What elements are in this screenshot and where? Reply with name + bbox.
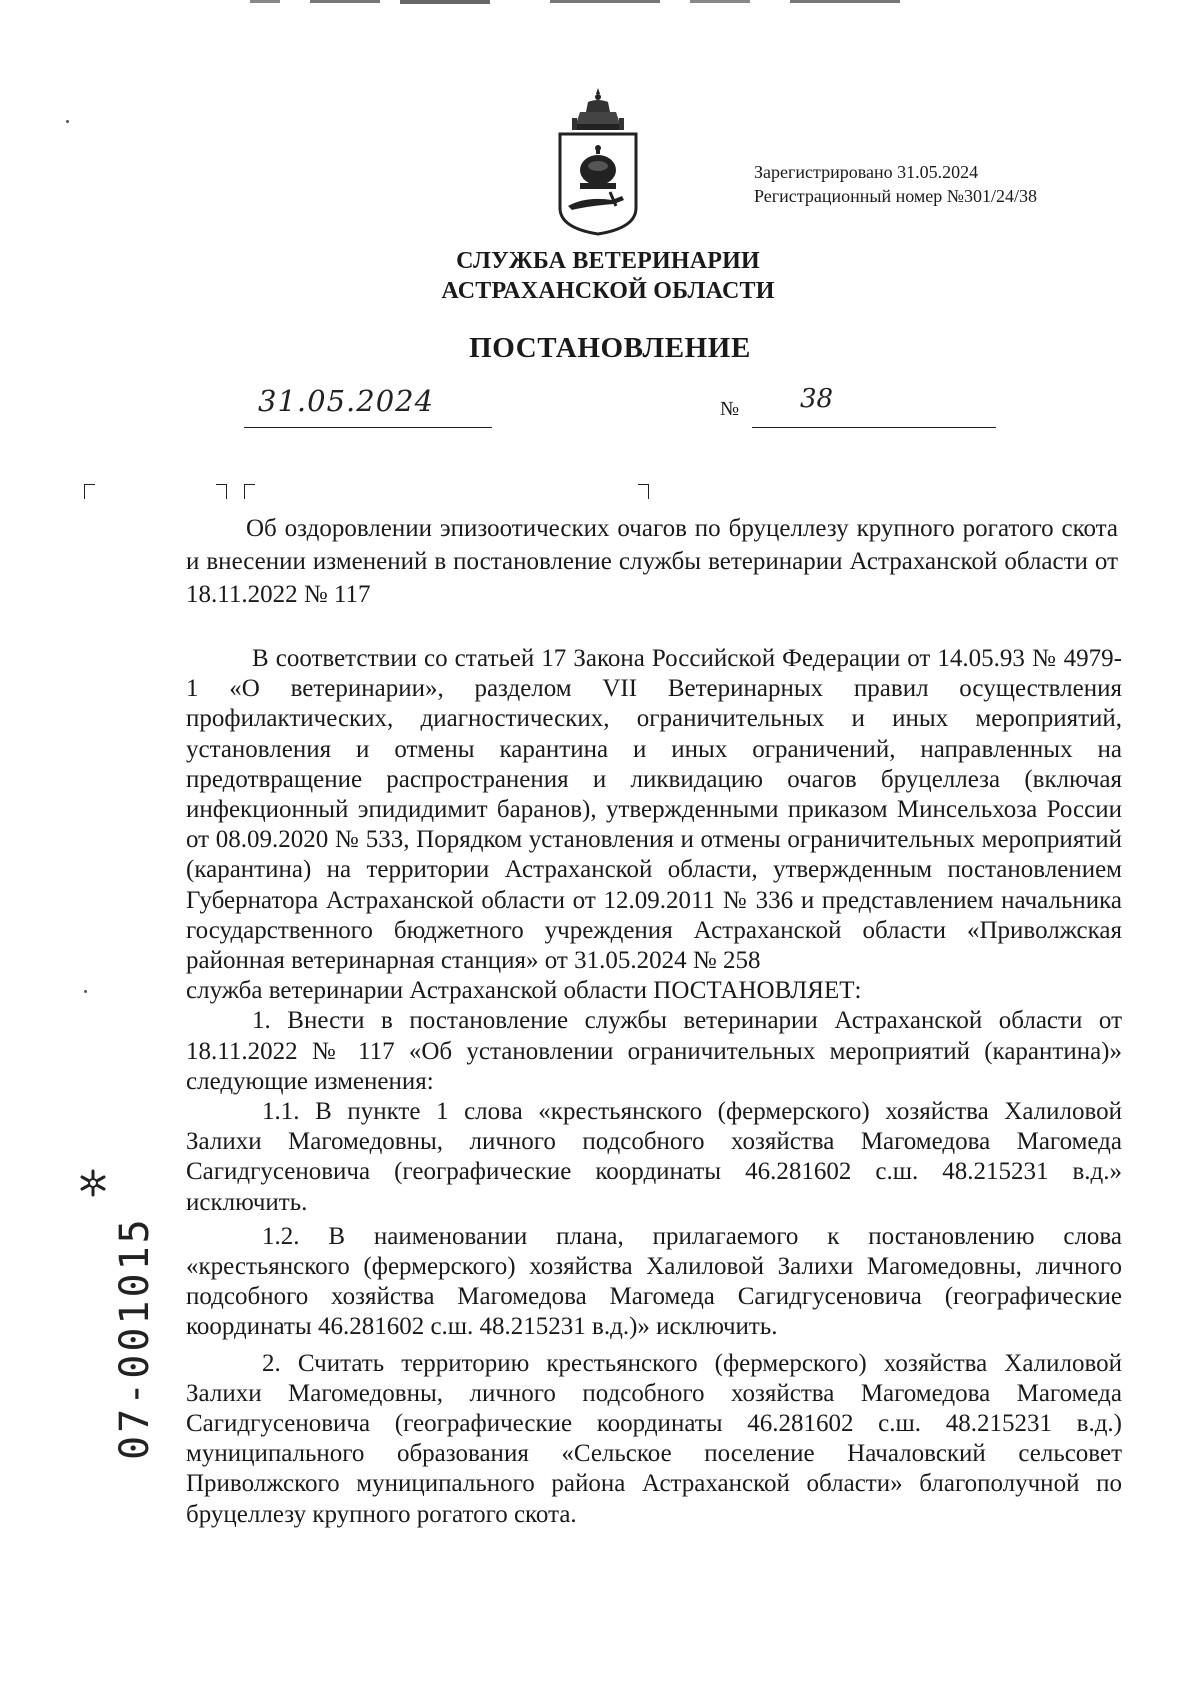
document-title <box>186 512 1118 611</box>
item-1: 1. Внести в постановление службы ветеринарии Астраханской области от 18.11.2022 № 117 «Об установлении ограничительных мероприятий (карантина)» следующие изменения: <box>186 1007 1122 1095</box>
item-1-1: 1.1. В пункте 1 слова «крестьянского (фермерского) хозяйства Халиловой Залихи Магомедовны, личного подсобного хозяйства Магомедова Магомеда Сагидгусеновича (географические координаты 46.281602 с.ш. 48.215231 в.д.» исключить. <box>186 1098 1122 1216</box>
scan-speck <box>84 990 87 993</box>
corner-bracket <box>216 484 227 499</box>
coat-of-arms-emblem <box>550 88 646 236</box>
title-text: Об оздоровлении эпизоотических очагов по бруцеллезу крупного рогатого скота и внесении изменений в постановление службы ветеринарии Астраханской области от 18.11.2022 № 117 <box>186 515 1118 608</box>
scan-speck <box>66 120 69 123</box>
registration-stamp <box>754 160 1037 208</box>
vertical-stamp-number: 07-001015 <box>112 1216 158 1460</box>
document-type: ПОСТАНОВЛЕНИЕ <box>469 332 751 364</box>
item-1-2: 1.2. В наименовании плана, прилагаемого к постановлению слова «крестьянского (фермерского) хозяйства Халиловой Залихи Магомедовны, личного подсобного хозяйства Магомедова Магомеда Сагидгусеновича (географические координаты 46.281602 с.ш. 48.215231 в.д.)» исключить. <box>186 1222 1122 1341</box>
authority-line-1: СЛУЖБА ВЕТЕРИНАРИИ <box>456 248 760 274</box>
corner-bracket <box>84 484 95 499</box>
handwritten-number: 38 <box>800 384 834 414</box>
registration-number: Регистрационный номер №301/24/38 <box>754 186 1037 206</box>
corner-bracket <box>638 484 649 499</box>
number-underline <box>752 395 996 428</box>
item-2: 2. Считать территорию крестьянского (фермерского) хозяйства Халиловой Залихи Магомедовны, личного подсобного хозяйства Магомедова Магомеда Сагидгусеновича (географические координаты 46.281602 с.ш. 48.215231 в.д.) муниципального образования «Сельское поселение Началовский сельсовет Приволжского муниципального района Астраханской области» благополучной по бруцеллезу крупного рогатого скота. <box>186 1349 1122 1528</box>
decree-line: служба ветеринарии Астраханской области ПОСТАНОВЛЯЕТ: <box>186 977 862 1005</box>
document-body <box>186 644 1122 1530</box>
scan-artifact <box>250 0 930 6</box>
issuing-authority <box>0 246 1200 306</box>
authority-line-2: АСТРАХАНСКОЙ ОБЛАСТИ <box>441 278 775 304</box>
asterisk-mark <box>78 1168 108 1198</box>
registration-date: Зарегистрировано 31.05.2024 <box>754 162 979 182</box>
preamble-paragraph: В соответствии со статьей 17 Закона Российской Федерации от 14.05.93 № 4979-1 «О ветеринарии», разделом VII Ветеринарных правил осуществления профилактических, диагностических, ограничительных и иных мероприятий, установления и отмены карантина и иных ограничений, направленных на предотвращение распространения и ликвидацию очагов бруцеллеза (включая инфекционный эпидидимит баранов), утвержденными приказом Минсельхоза России от 08.09.2020 № 533, Порядком установления и отмены ограничительных мероприятий (карантина) на территории Астраханской области, утвержденным постановлением Губернатора Астраханской области от 12.09.2011 № 336 и представлением начальника государственного бюджетного учреждения Астраханской области «Приволжская районная ветеринарная станция» от 31.05.2024 № 258 <box>186 645 1122 975</box>
handwritten-date: 31.05.2024 <box>258 384 435 418</box>
number-sign: № <box>720 398 740 420</box>
corner-bracket <box>244 484 255 499</box>
